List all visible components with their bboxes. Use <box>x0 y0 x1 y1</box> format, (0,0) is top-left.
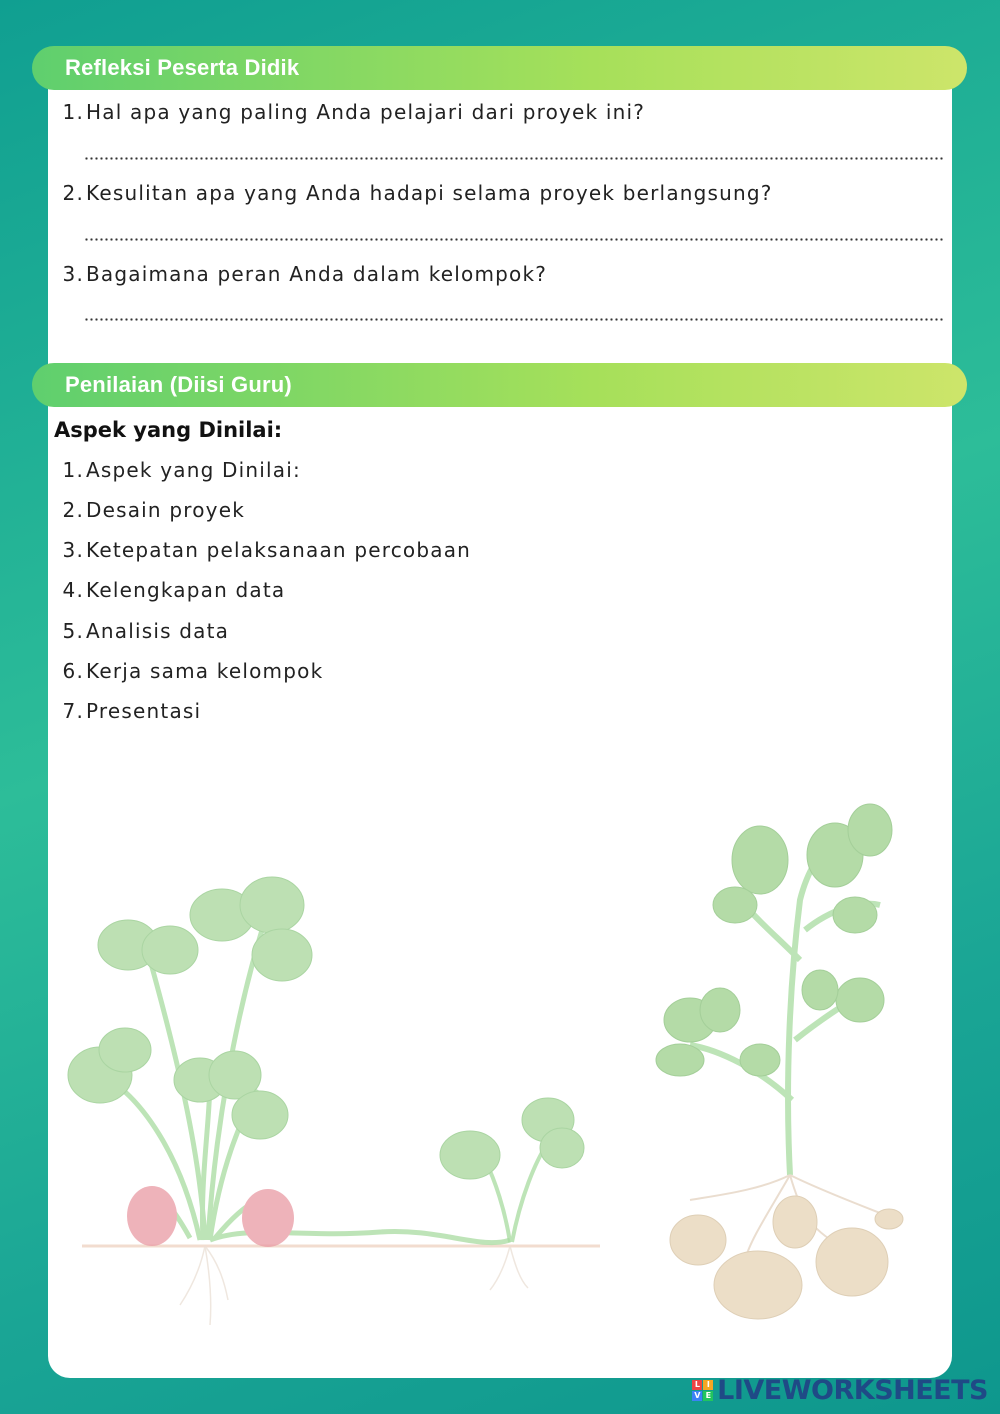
answer-line-2[interactable] <box>84 238 944 241</box>
assessment-item: 6. Kerja sama kelompok <box>62 659 324 683</box>
assessment-item: 3. Ketepatan pelaksanaan percobaan <box>62 538 472 562</box>
section-header-penilaian: Penilaian (Diisi Guru) <box>32 363 967 407</box>
question-3-text: Bagaimana peran Anda dalam kelompok? <box>86 262 548 286</box>
assessment-item: 1. Aspek yang Dinilai: <box>62 458 301 482</box>
assessment-item: 7. Presentasi <box>62 699 202 723</box>
question-1-text: Hal apa yang paling Anda pelajari dari proyek ini? <box>86 100 646 124</box>
answer-line-3[interactable] <box>84 318 944 321</box>
question-2: 2. Kesulitan apa yang Anda hadapi selama proyek berlangsung? <box>62 181 773 205</box>
question-1: 1. Hal apa yang paling Anda pelajari dari proyek ini? <box>62 100 646 124</box>
liveworksheets-logo[interactable] <box>692 1372 988 1408</box>
assessment-item: 2. Desain proyek <box>62 498 246 522</box>
logo-mark-icon: L I V E <box>692 1380 713 1401</box>
question-2-text: Kesulitan apa yang Anda hadapi selama proyek berlangsung? <box>86 181 773 205</box>
answer-line-1[interactable] <box>84 157 944 160</box>
section-header-refleksi: Refleksi Peserta Didik <box>32 46 967 90</box>
logo-text: LIVEWORKSHEETS <box>717 1374 988 1406</box>
assessment-heading: Aspek yang Dinilai: <box>54 418 283 442</box>
assessment-item: 5. Analisis data <box>62 619 230 643</box>
assessment-item: 4. Kelengkapan data <box>62 578 286 602</box>
question-3: 3. Bagaimana peran Anda dalam kelompok? <box>62 262 548 286</box>
